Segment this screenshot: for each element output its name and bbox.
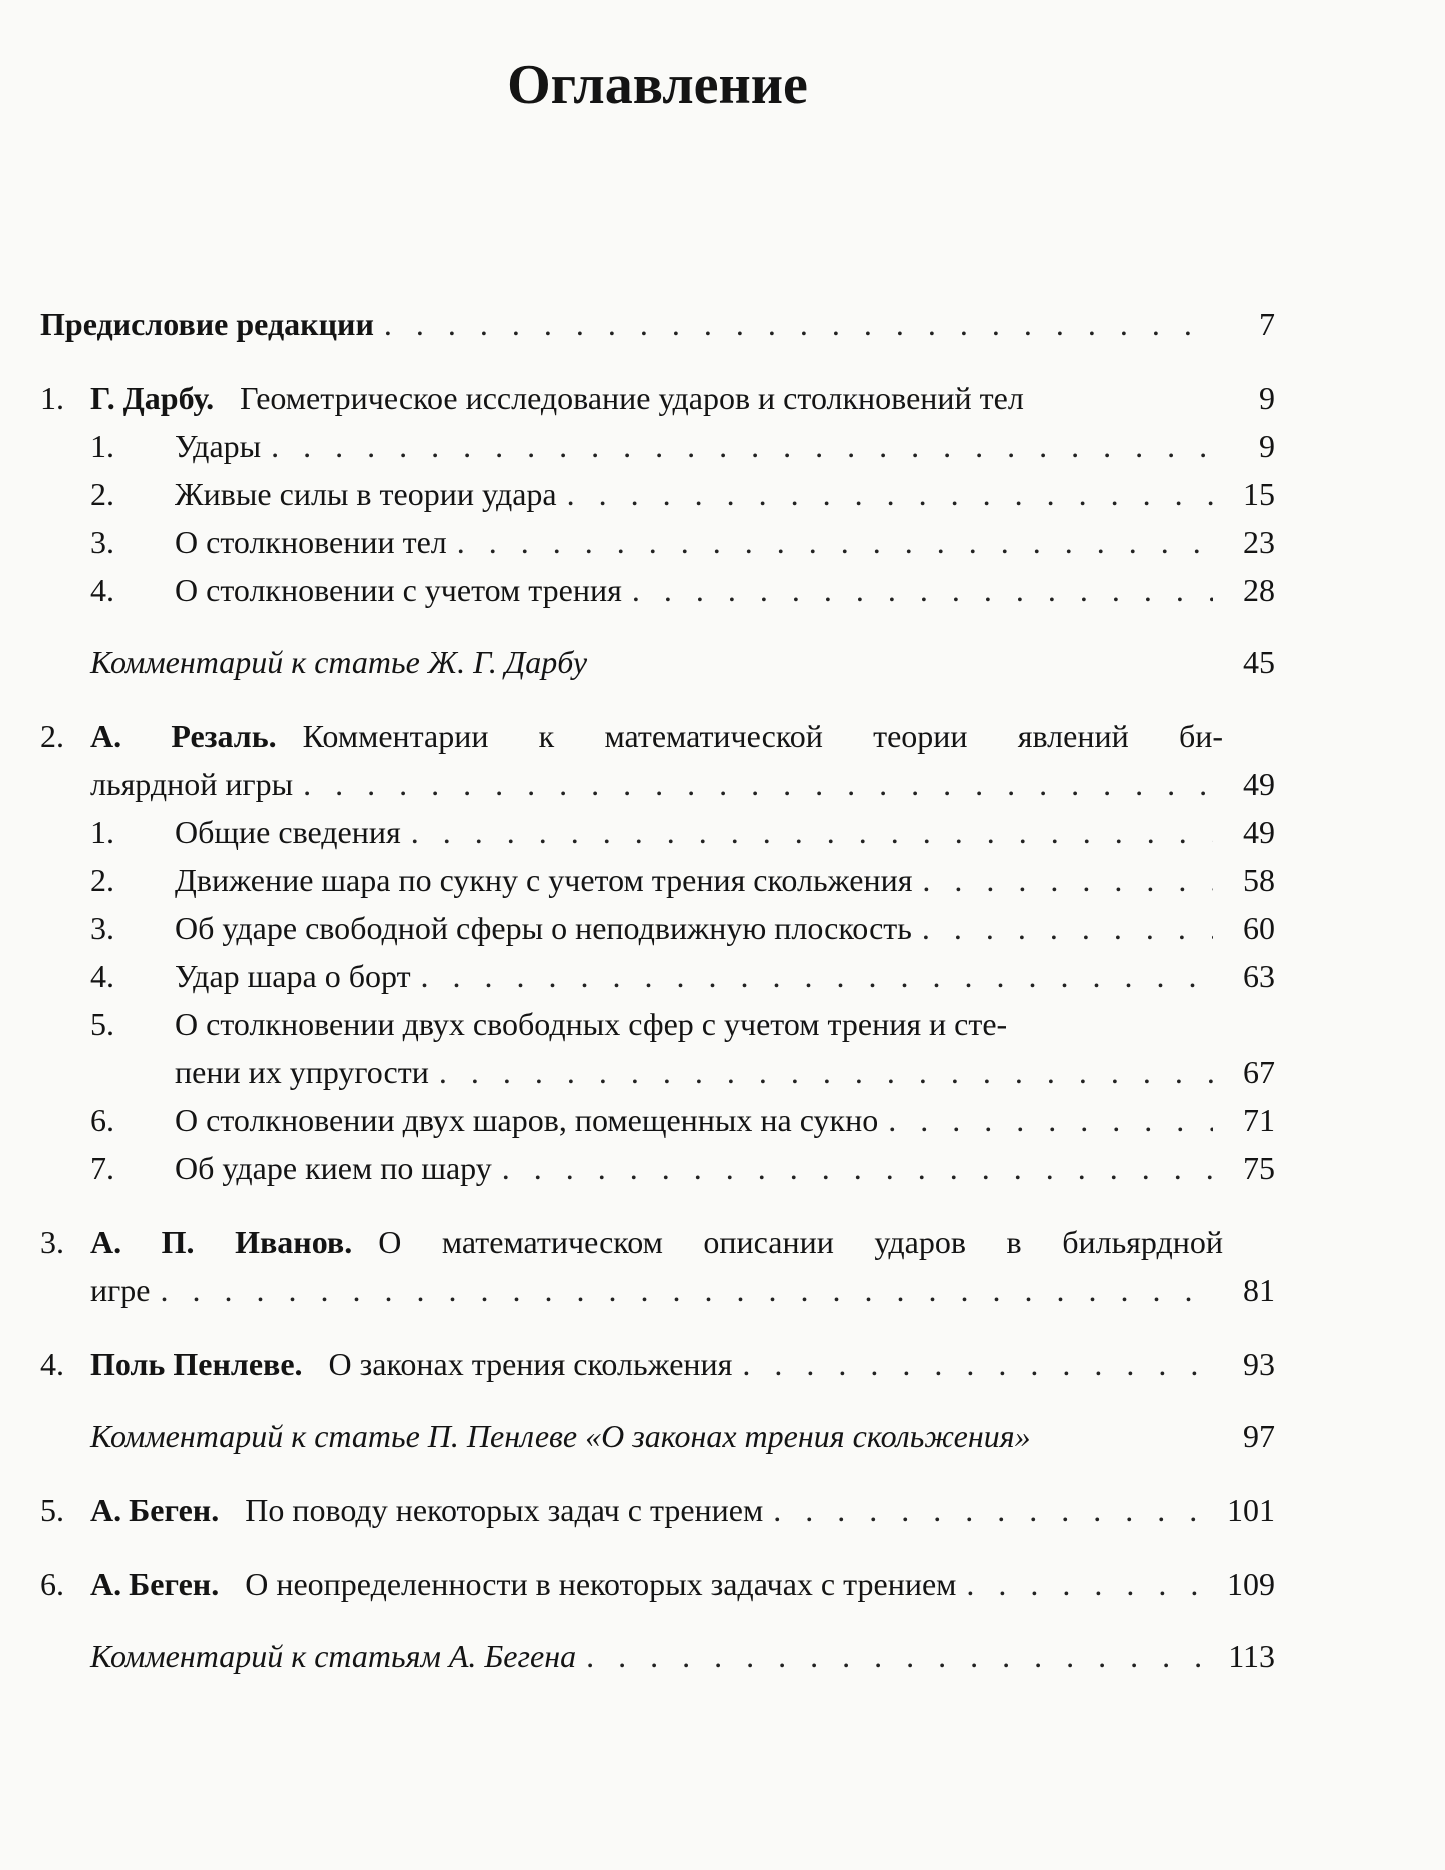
chapter-title: Геометрическое исследование ударов и столкновений тел bbox=[240, 380, 1024, 416]
toc-chapter-2-continued[interactable] bbox=[40, 760, 1275, 808]
toc-page-number: 23 bbox=[1243, 524, 1275, 560]
dot-leader bbox=[439, 1048, 1213, 1096]
page-title: Оглавление bbox=[507, 54, 808, 116]
chapter-title: О неопределенности в некоторых задачах с трением bbox=[245, 1566, 957, 1602]
section-number: 4. bbox=[90, 958, 114, 994]
chapter-author: А. П. Иванов. bbox=[90, 1224, 353, 1260]
toc-page-number: 75 bbox=[1243, 1150, 1275, 1186]
toc-page-number: 49 bbox=[1243, 814, 1275, 850]
chapter-title-line bbox=[90, 1218, 1223, 1266]
chapter-title-continued: игре bbox=[90, 1272, 151, 1308]
dot-leader bbox=[457, 518, 1213, 566]
toc-page-number: 60 bbox=[1243, 910, 1275, 946]
toc-chapter-6[interactable] bbox=[40, 1560, 1275, 1608]
section-label: О столкновении с учетом трения bbox=[175, 572, 622, 608]
toc-section[interactable] bbox=[40, 566, 1275, 614]
section-number: 2. bbox=[90, 862, 114, 898]
dot-leader bbox=[888, 1096, 1213, 1144]
toc-page-number: 81 bbox=[1243, 1272, 1275, 1308]
chapter-number: 4. bbox=[40, 1346, 64, 1382]
toc-page-number: 67 bbox=[1243, 1054, 1275, 1090]
section-label: О столкновении двух шаров, помещенных на сукно bbox=[175, 1102, 879, 1138]
section-label: Удары bbox=[175, 428, 262, 464]
toc-section[interactable] bbox=[40, 856, 1275, 904]
toc-chapter-4[interactable] bbox=[40, 1340, 1275, 1388]
comment-label: Комментарий к статье Ж. Г. Дарбу bbox=[90, 644, 588, 680]
section-label: Живые силы в теории удара bbox=[175, 476, 557, 512]
toc-page-number: 9 bbox=[1259, 380, 1275, 416]
toc-comment[interactable] bbox=[40, 638, 1275, 686]
section-label: Об ударе свободной сферы о неподвижную плоскость bbox=[175, 910, 912, 946]
dot-leader bbox=[922, 856, 1213, 904]
dot-leader bbox=[411, 808, 1213, 856]
toc-section[interactable] bbox=[40, 470, 1275, 518]
section-label-continued: пени их упругости bbox=[175, 1054, 429, 1090]
toc-comment[interactable] bbox=[40, 1632, 1275, 1680]
toc-page-number: 28 bbox=[1243, 572, 1275, 608]
toc-section[interactable] bbox=[40, 1144, 1275, 1192]
dot-leader bbox=[586, 1632, 1213, 1680]
toc-page-number: 15 bbox=[1243, 476, 1275, 512]
chapter-number: 6. bbox=[40, 1566, 64, 1602]
chapter-author: А. Беген. bbox=[90, 1492, 220, 1528]
toc-chapter-1[interactable] bbox=[40, 374, 1275, 422]
dot-leader bbox=[271, 422, 1213, 470]
dot-leader bbox=[303, 760, 1213, 808]
toc-page-number: 93 bbox=[1243, 1346, 1275, 1382]
section-number: 7. bbox=[90, 1150, 114, 1186]
chapter-number: 2. bbox=[40, 718, 64, 754]
toc-section-continued[interactable] bbox=[40, 1048, 1275, 1096]
section-number: 2. bbox=[90, 476, 114, 512]
toc-section[interactable] bbox=[40, 1000, 1275, 1048]
toc-chapter-5[interactable] bbox=[40, 1486, 1275, 1534]
dot-leader bbox=[632, 566, 1213, 614]
dot-leader bbox=[502, 1144, 1213, 1192]
table-of-contents bbox=[40, 300, 1275, 1680]
toc-comment[interactable] bbox=[40, 1412, 1275, 1460]
toc-page-number: 49 bbox=[1243, 766, 1275, 802]
chapter-title: О законах трения скольжения bbox=[328, 1346, 733, 1382]
chapter-number: 5. bbox=[40, 1492, 64, 1528]
section-number: 1. bbox=[90, 428, 114, 464]
section-number: 6. bbox=[90, 1102, 114, 1138]
toc-page-number: 109 bbox=[1227, 1566, 1275, 1602]
toc-page-number: 58 bbox=[1243, 862, 1275, 898]
section-number: 5. bbox=[90, 1006, 114, 1042]
chapter-title-line bbox=[90, 712, 1223, 760]
toc-page-number: 97 bbox=[1243, 1418, 1275, 1454]
toc-section[interactable] bbox=[40, 422, 1275, 470]
chapter-title-continued: льярдной игры bbox=[90, 766, 294, 802]
toc-page-number: 7 bbox=[1259, 306, 1275, 342]
comment-label: Комментарий к статье П. Пенлеве «О законах трения скольжения» bbox=[90, 1418, 1031, 1454]
section-number: 3. bbox=[90, 524, 114, 560]
toc-page-number: 45 bbox=[1243, 644, 1275, 680]
section-label: Движение шара по сукну с учетом трения скольжения bbox=[175, 862, 913, 898]
chapter-author: Г. Дарбу. bbox=[90, 380, 215, 416]
chapter-title: Комментарии к математической теории явлений би- bbox=[302, 718, 1224, 754]
toc-entry-preface[interactable] bbox=[40, 300, 1275, 348]
toc-page-number: 101 bbox=[1227, 1492, 1275, 1528]
section-label: О столкновении тел bbox=[175, 524, 447, 560]
toc-page-number: 9 bbox=[1259, 428, 1275, 464]
toc-chapter-3-continued[interactable] bbox=[40, 1266, 1275, 1314]
section-number: 4. bbox=[90, 572, 114, 608]
toc-section[interactable] bbox=[40, 808, 1275, 856]
toc-section[interactable] bbox=[40, 518, 1275, 566]
chapter-author: А. Резаль. bbox=[90, 718, 277, 754]
toc-page-number: 63 bbox=[1243, 958, 1275, 994]
dot-leader bbox=[966, 1560, 1213, 1608]
section-label: Общие сведения bbox=[175, 814, 401, 850]
dot-leader bbox=[567, 470, 1213, 518]
section-number: 1. bbox=[90, 814, 114, 850]
chapter-number: 3. bbox=[40, 1224, 64, 1260]
chapter-author: Поль Пенлеве. bbox=[90, 1346, 303, 1382]
dot-leader bbox=[773, 1486, 1213, 1534]
section-label: Удар шара о борт bbox=[175, 958, 411, 994]
comment-label: Комментарий к статьям А. Бегена bbox=[90, 1638, 577, 1674]
chapter-author: А. Беген. bbox=[90, 1566, 220, 1602]
toc-section[interactable] bbox=[40, 952, 1275, 1000]
dot-leader bbox=[742, 1340, 1213, 1388]
section-label: Об ударе кием по шару bbox=[175, 1150, 492, 1186]
dot-leader bbox=[160, 1266, 1213, 1314]
chapter-title: О математическом описании ударов в бильярдной bbox=[378, 1224, 1224, 1260]
dot-leader bbox=[421, 952, 1213, 1000]
dot-leader bbox=[922, 904, 1213, 952]
toc-page-number: 71 bbox=[1243, 1102, 1275, 1138]
chapter-number: 1. bbox=[40, 380, 64, 416]
section-number: 3. bbox=[90, 910, 114, 946]
toc-chapter-2[interactable] bbox=[40, 712, 1275, 760]
section-label: О столкновении двух свободных сфер с учетом трения и сте- bbox=[175, 1006, 1008, 1042]
toc-section[interactable] bbox=[40, 904, 1275, 952]
dot-leader bbox=[384, 300, 1213, 348]
chapter-title: По поводу некоторых задач с трением bbox=[245, 1492, 764, 1528]
toc-section[interactable] bbox=[40, 1096, 1275, 1144]
toc-chapter-3[interactable] bbox=[40, 1218, 1275, 1266]
toc-page-number: 113 bbox=[1228, 1638, 1275, 1674]
toc-entry-label: Предисловие редакции bbox=[40, 306, 374, 342]
